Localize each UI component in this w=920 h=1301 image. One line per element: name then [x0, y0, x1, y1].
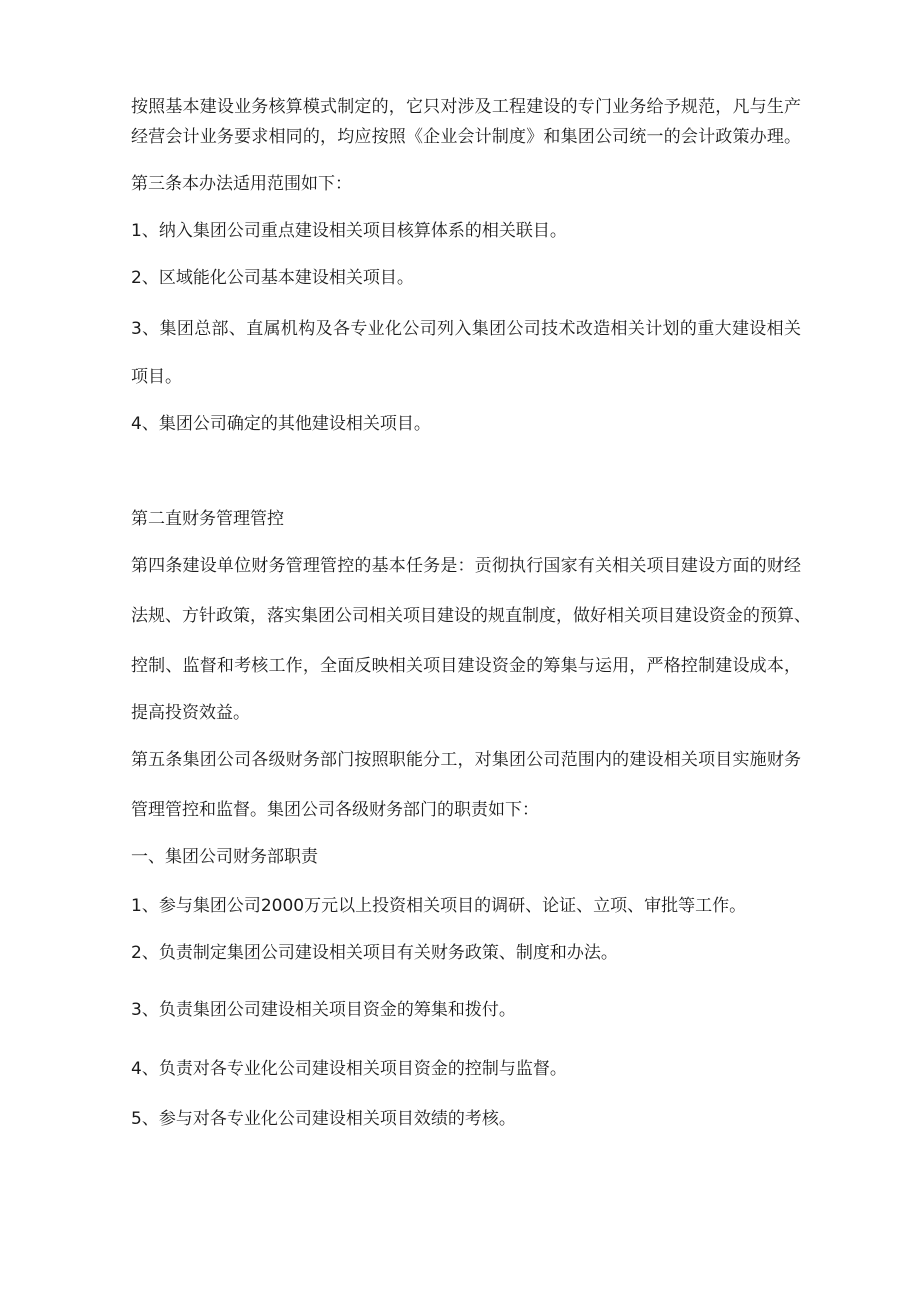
text-line: 4、负责对各专业化公司建设相关项目资金的控制与监督。 [131, 1059, 567, 1079]
text-line: 4、集团公司确定的其他建设相关项目。 [131, 414, 431, 434]
text-line: 3、集团总部、直属机构及各专业化公司列入集团公司技术改造相关计划的重大建设相关 [131, 319, 801, 339]
section-heading: 第二直财务管理管控 [131, 509, 284, 529]
text-line: 提高投资效益。 [131, 703, 250, 723]
text-line: 第五条集团公司各级财务部门按照职能分工，对集团公司范围内的建设相关项目实施财务 [131, 750, 801, 770]
text-line: 5、参与对各专业化公司建设相关项目效绩的考核。 [131, 1109, 516, 1129]
text-line: 按照基本建设业务核算模式制定的，它只对涉及工程建设的专门业务给予规范，凡与生产 [131, 97, 801, 117]
text-line: 第三条本办法适用范围如下： [131, 174, 352, 194]
text-line: 1、纳入集团公司重点建设相关项目核算体系的相关联目。 [131, 221, 567, 241]
text-line: 2、负责制定集团公司建设相关项目有关财务政策、制度和办法。 [131, 943, 618, 963]
text-line: 3、负责集团公司建设相关项目资金的筹集和拨付。 [131, 1000, 516, 1020]
text-line: 一、集团公司财务部职责 [131, 847, 318, 867]
text-line: 管理管控和监督。集团公司各级财务部门的职责如下： [131, 800, 539, 820]
text-line: 1、参与集团公司2000万元以上投资相关项目的调研、论证、立项、审批等工作。 [131, 896, 747, 916]
text-line: 项目。 [131, 367, 182, 387]
text-line: 控制、监督和考核工作，全面反映相关项目建设资金的筹集与运用，严格控制建设成本， [131, 656, 801, 676]
text-line: 2、区域能化公司基本建设相关项目。 [131, 268, 414, 288]
text-line: 经营会计业务要求相同的，均应按照《企业会计制度》和集团公司统一的会计政策办理。 [131, 127, 801, 147]
text-line: 第四条建设单位财务管理管控的基本任务是：贡彻执行国家有关相关项目建设方面的财经 [131, 556, 801, 576]
text-line: 法规、方针政策，落实集团公司相关项目建设的规直制度，做好相关项目建设资金的预算、 [131, 606, 811, 626]
